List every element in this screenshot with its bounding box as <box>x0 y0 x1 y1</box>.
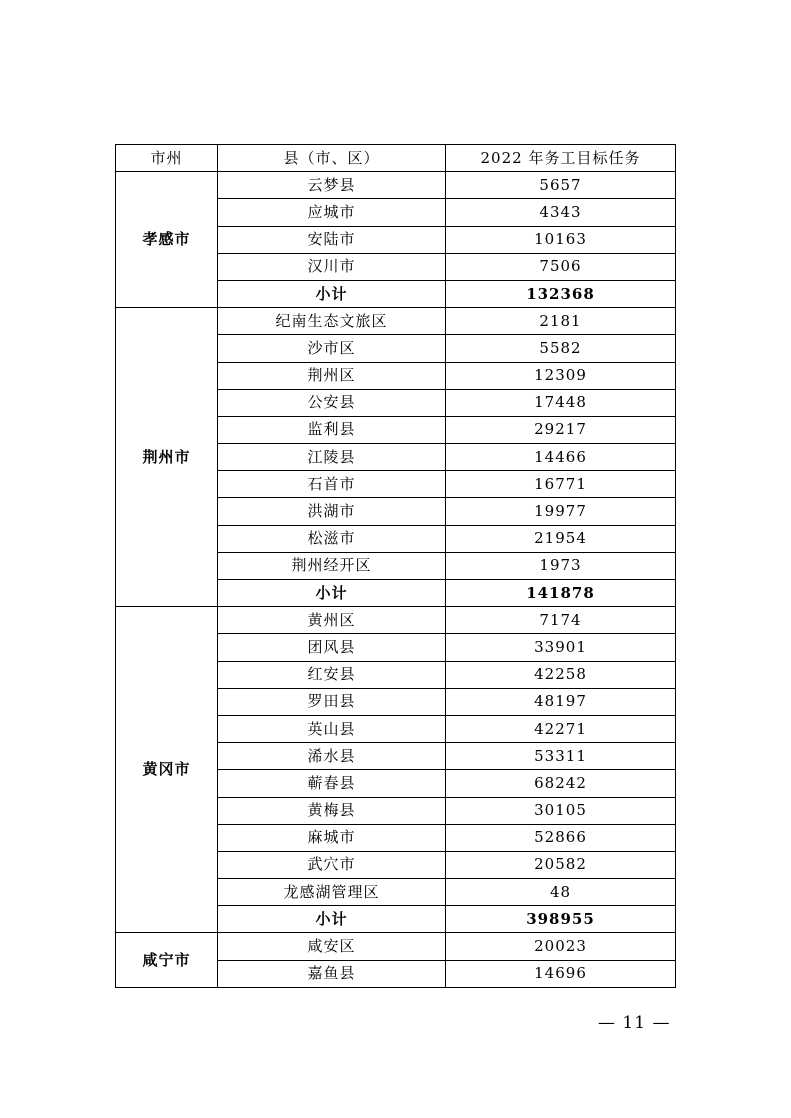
task-cell: 7174 <box>446 607 676 634</box>
table-row <box>116 172 676 199</box>
subtotal-label: 小计 <box>218 906 446 933</box>
county-cell: 红安县 <box>218 661 446 688</box>
task-cell: 53311 <box>446 743 676 770</box>
task-cell: 16771 <box>446 471 676 498</box>
task-cell: 10163 <box>446 226 676 253</box>
task-cell: 20023 <box>446 933 676 960</box>
county-cell: 嘉鱼县 <box>218 960 446 987</box>
county-cell: 武穴市 <box>218 851 446 878</box>
county-cell: 纪南生态文旅区 <box>218 308 446 335</box>
subtotal-value: 141878 <box>446 580 676 607</box>
city-cell: 荆州市 <box>116 308 218 607</box>
county-cell: 公安县 <box>218 389 446 416</box>
county-cell: 团风县 <box>218 634 446 661</box>
task-cell: 5582 <box>446 335 676 362</box>
task-cell: 68242 <box>446 770 676 797</box>
task-cell: 7506 <box>446 253 676 280</box>
task-cell: 14466 <box>446 444 676 471</box>
subtotal-label: 小计 <box>218 580 446 607</box>
task-table <box>115 144 676 988</box>
county-cell: 黄州区 <box>218 607 446 634</box>
county-cell: 蕲春县 <box>218 770 446 797</box>
task-cell: 17448 <box>446 389 676 416</box>
county-cell: 麻城市 <box>218 824 446 851</box>
table-row <box>116 933 676 960</box>
county-cell: 松滋市 <box>218 525 446 552</box>
table-body <box>116 172 676 988</box>
county-cell: 江陵县 <box>218 444 446 471</box>
task-cell: 29217 <box>446 416 676 443</box>
county-cell: 石首市 <box>218 471 446 498</box>
county-cell: 龙感湖管理区 <box>218 879 446 906</box>
page-number: — 11 — <box>598 1013 671 1033</box>
task-cell: 30105 <box>446 797 676 824</box>
subtotal-value: 398955 <box>446 906 676 933</box>
task-cell: 52866 <box>446 824 676 851</box>
county-cell: 荆州区 <box>218 362 446 389</box>
table-row <box>116 308 676 335</box>
header-county: 县（市、区） <box>218 145 446 172</box>
county-cell: 咸安区 <box>218 933 446 960</box>
county-cell: 罗田县 <box>218 688 446 715</box>
city-cell: 黄冈市 <box>116 607 218 933</box>
county-cell: 黄梅县 <box>218 797 446 824</box>
table-header-row <box>116 145 676 172</box>
county-cell: 应城市 <box>218 199 446 226</box>
header-city: 市州 <box>116 145 218 172</box>
city-cell: 咸宁市 <box>116 933 218 987</box>
county-cell: 监利县 <box>218 416 446 443</box>
city-cell: 孝感市 <box>116 172 218 308</box>
task-cell: 48197 <box>446 688 676 715</box>
task-cell: 14696 <box>446 960 676 987</box>
task-cell: 5657 <box>446 172 676 199</box>
county-cell: 浠水县 <box>218 743 446 770</box>
task-cell: 1973 <box>446 552 676 579</box>
county-cell: 荆州经开区 <box>218 552 446 579</box>
task-cell: 33901 <box>446 634 676 661</box>
subtotal-label: 小计 <box>218 280 446 307</box>
county-cell: 安陆市 <box>218 226 446 253</box>
county-cell: 洪湖市 <box>218 498 446 525</box>
task-cell: 19977 <box>446 498 676 525</box>
task-cell: 4343 <box>446 199 676 226</box>
subtotal-value: 132368 <box>446 280 676 307</box>
task-cell: 20582 <box>446 851 676 878</box>
task-cell: 2181 <box>446 308 676 335</box>
task-cell: 48 <box>446 879 676 906</box>
task-cell: 42258 <box>446 661 676 688</box>
county-cell: 云梦县 <box>218 172 446 199</box>
header-task: 2022 年务工目标任务 <box>446 145 676 172</box>
county-cell: 沙市区 <box>218 335 446 362</box>
task-cell: 42271 <box>446 715 676 742</box>
county-cell: 汉川市 <box>218 253 446 280</box>
task-cell: 12309 <box>446 362 676 389</box>
table-row <box>116 607 676 634</box>
county-cell: 英山县 <box>218 715 446 742</box>
task-cell: 21954 <box>446 525 676 552</box>
